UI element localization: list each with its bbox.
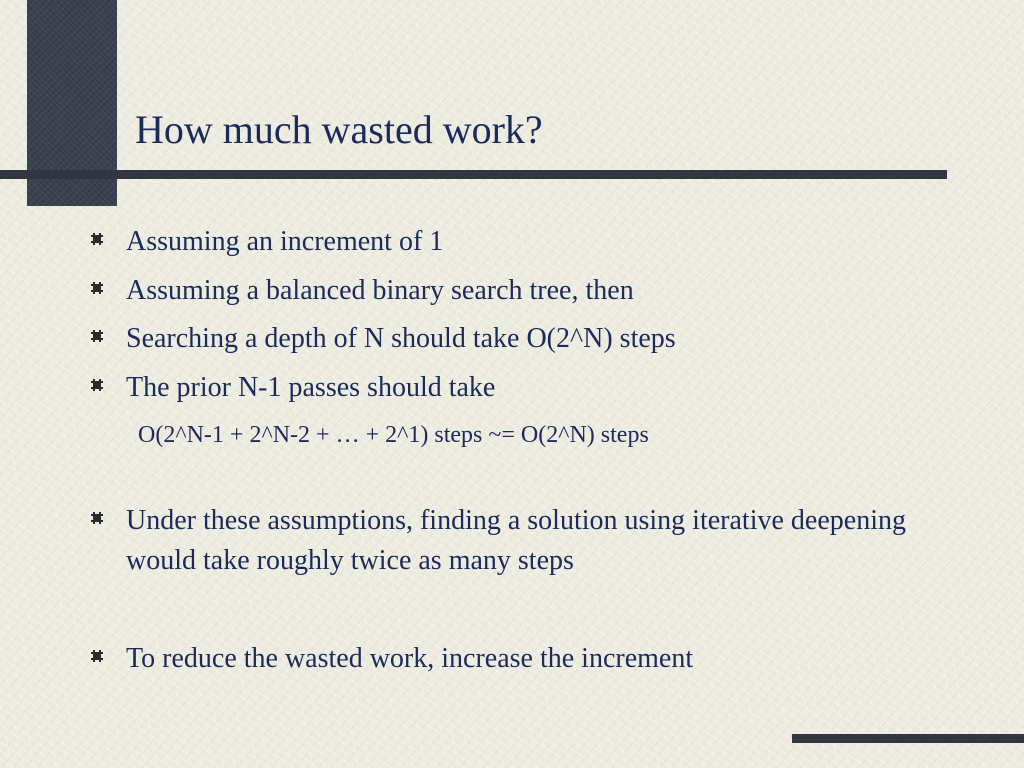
square-hash-bullet-icon <box>90 511 104 525</box>
sub-bullet-text: O(2^N-1 + 2^N-2 + … + 2^1) steps ~= O(2^N) steps <box>138 422 649 448</box>
bullet-item <box>88 639 988 679</box>
bullet-text: To reduce the wasted work, increase the increment <box>126 643 694 674</box>
bullet-item <box>88 271 988 311</box>
slide-title: How much wasted work? <box>135 107 543 152</box>
bullet-text: Assuming an increment of 1 <box>126 226 444 257</box>
bullet-item <box>88 222 988 262</box>
square-hash-bullet-icon <box>90 378 104 392</box>
square-hash-bullet-icon <box>90 329 104 343</box>
bullet-text: The prior N-1 passes should take <box>126 372 496 403</box>
square-hash-bullet-icon <box>90 649 104 663</box>
bullet-item <box>88 368 988 408</box>
bullet-item <box>88 501 948 581</box>
square-hash-bullet-icon <box>90 281 104 295</box>
bullet-item <box>88 319 988 359</box>
square-hash-bullet-icon <box>90 232 104 246</box>
bullet-text: Under these assumptions, finding a solution using iterative deepening would take roughly twice as many steps <box>126 505 906 576</box>
bullet-text: Assuming a balanced binary search tree, then <box>126 275 634 306</box>
bullet-text: Searching a depth of N should take O(2^N) steps <box>126 323 676 354</box>
